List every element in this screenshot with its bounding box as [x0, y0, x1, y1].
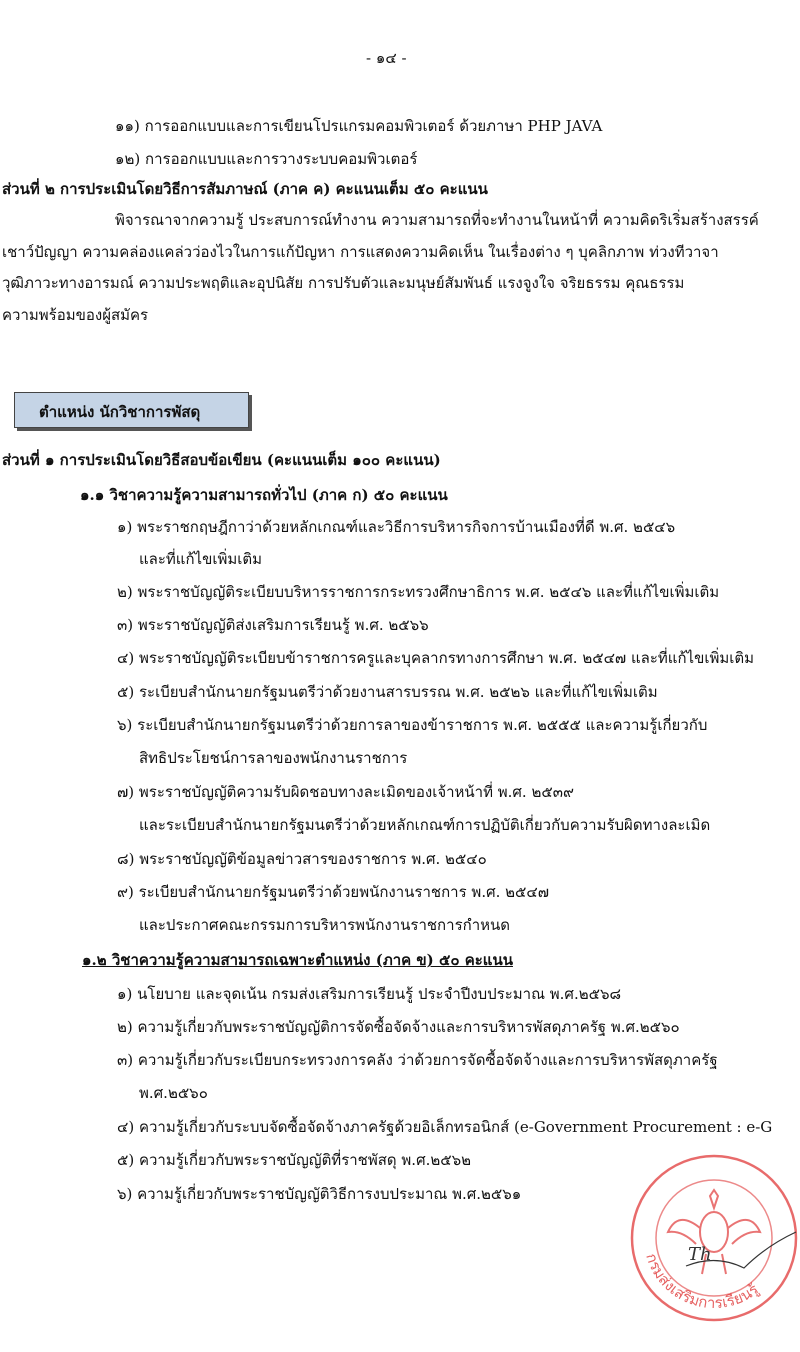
list-item: ๒) พระราชบัญญัติระเบียบบริหารราชการกระทรวงศึกษาธิการ พ.ศ. ๒๕๔๖ และที่แก้ไขเพิ่มเติม — [117, 583, 720, 601]
list-item: ๑) นโยบาย และจุดเน้น กรมส่งเสริมการเรียนรู้ ประจำปีงบประมาณ พ.ศ.๒๕๖๘ — [117, 985, 622, 1003]
list-item: ๑๒) การออกแบบและการวางระบบคอมพิวเตอร์ — [115, 150, 418, 168]
list-item: ๗) พระราชบัญญัติความรับผิดชอบทางละเมิดของเจ้าหน้าที่ พ.ศ. ๒๕๓๙ — [117, 783, 574, 801]
list-item: ๖) ระเบียบสำนักนายกรัฐมนตรีว่าด้วยการลาของข้าราชการ พ.ศ. ๒๕๕๕ และความรู้เกี่ยวกับ — [117, 716, 708, 734]
position-header-box — [14, 392, 249, 428]
section-1-1-title: ๑.๑ วิชาความรู้ความสามารถทั่วไป (ภาค ก) ๕๐ คะแนน — [80, 486, 448, 504]
part2-title: ส่วนที่ ๒ การประเมินโดยวิธีการสัมภาษณ์ (ภาค ค) คะแนนเต็ม ๕๐ คะแนน — [2, 180, 488, 198]
list-item: ๕) ความรู้เกี่ยวกับพระราชบัญญัติที่ราชพัสดุ พ.ศ.๒๕๖๒ — [117, 1151, 472, 1169]
list-item-continuation: สิทธิประโยชน์การลาของพนักงานราชการ — [139, 749, 408, 767]
garuda-seal-icon — [626, 1150, 800, 1326]
seal-ring-text: กรมส่งเสริมการเรียนรู้ — [642, 1251, 762, 1313]
list-item: ๘) พระราชบัญญัติข้อมูลข่าวสารของราชการ พ.ศ. ๒๕๔๐ — [117, 850, 487, 868]
list-item: ๒) ความรู้เกี่ยวกับพระราชบัญญัติการจัดซื้อจัดจ้างและการบริหารพัสดุภาครัฐ พ.ศ.๒๕๖๐ — [117, 1018, 680, 1036]
list-item: ๓) ความรู้เกี่ยวกับระเบียบกระทรวงการคลัง ว่าด้วยการจัดซื้อจัดจ้างและการบริหารพัสดุภาครัฐ — [117, 1051, 718, 1069]
paragraph-line: วุฒิภาวะทางอารมณ์ ความประพฤติและอุปนิสัย การปรับตัวและมนุษย์สัมพันธ์ แรงจูงใจ จริยธรรม คุณธรรม — [2, 274, 685, 292]
paragraph-line: เชาว์ปัญญา ความคล่องแคล่วว่องไวในการแก้ปัญหา การแสดงความคิดเห็น ในเรื่องต่าง ๆ บุคลิกภาพ ท่วงทีวาจา — [2, 243, 719, 261]
list-item: ๖) ความรู้เกี่ยวกับพระราชบัญญัติวิธีการงบประมาณ พ.ศ.๒๕๖๑ — [117, 1185, 522, 1203]
position-header: ตำแหน่ง นักวิชาการพัสดุ — [39, 403, 201, 421]
part1-title: ส่วนที่ ๑ การประเมินโดยวิธีสอบข้อเขียน (คะแนนเต็ม ๑๐๐ คะแนน) — [2, 451, 441, 469]
list-item: ๕) ระเบียบสำนักนายกรัฐมนตรีว่าด้วยงานสารบรรณ พ.ศ. ๒๕๒๖ และที่แก้ไขเพิ่มเติม — [117, 683, 658, 701]
official-seal — [626, 1150, 800, 1326]
list-item: ๓) พระราชบัญญัติส่งเสริมการเรียนรู้ พ.ศ. ๒๕๖๖ — [117, 616, 429, 634]
list-item: ๔) พระราชบัญญัติระเบียบข้าราชการครูและบุคลากรทางการศึกษา พ.ศ. ๒๕๔๗ และที่แก้ไขเพิ่มเติม — [117, 649, 754, 667]
list-item: ๑) พระราชกฤษฎีกาว่าด้วยหลักเกณฑ์และวิธีการบริหารกิจการบ้านเมืองที่ดี พ.ศ. ๒๕๔๖ — [117, 518, 676, 536]
list-item: ๔) ความรู้เกี่ยวกับระบบจัดซื้อจัดจ้างภาครัฐด้วยอิเล็กทรอนิกส์ (e-Government Procurement : e-G — [117, 1118, 773, 1136]
list-item-continuation: และที่แก้ไขเพิ่มเติม — [139, 550, 263, 568]
paragraph-line: พิจารณาจากความรู้ ประสบการณ์ทำงาน ความสามารถที่จะทำงานในหน้าที่ ความคิดริเริ่มสร้างสรรค์ — [115, 211, 759, 229]
paragraph-line: ความพร้อมของผู้สมัคร — [2, 306, 149, 324]
list-item-continuation: และระเบียบสำนักนายกรัฐมนตรีว่าด้วยหลักเกณฑ์การปฏิบัติเกี่ยวกับความรับผิดทางละเมิด — [139, 816, 711, 834]
page-number: - ๑๔ - — [366, 49, 407, 67]
section-1-2-title: ๑.๒ วิชาความรู้ความสามารถเฉพาะตำแหน่ง (ภาค ข) ๕๐ คะแนน — [82, 951, 513, 969]
list-item-continuation: และประกาศคณะกรรมการบริหารพนักงานราชการกำหนด — [139, 916, 511, 934]
signature: Th — [688, 1244, 712, 1265]
list-item-continuation: พ.ศ.๒๕๖๐ — [139, 1084, 208, 1102]
list-item: ๑๑) การออกแบบและการเขียนโปรแกรมคอมพิวเตอร์ ด้วยภาษา PHP JAVA — [115, 117, 603, 135]
list-item: ๙) ระเบียบสำนักนายกรัฐมนตรีว่าด้วยพนักงานราชการ พ.ศ. ๒๕๔๗ — [117, 883, 550, 901]
